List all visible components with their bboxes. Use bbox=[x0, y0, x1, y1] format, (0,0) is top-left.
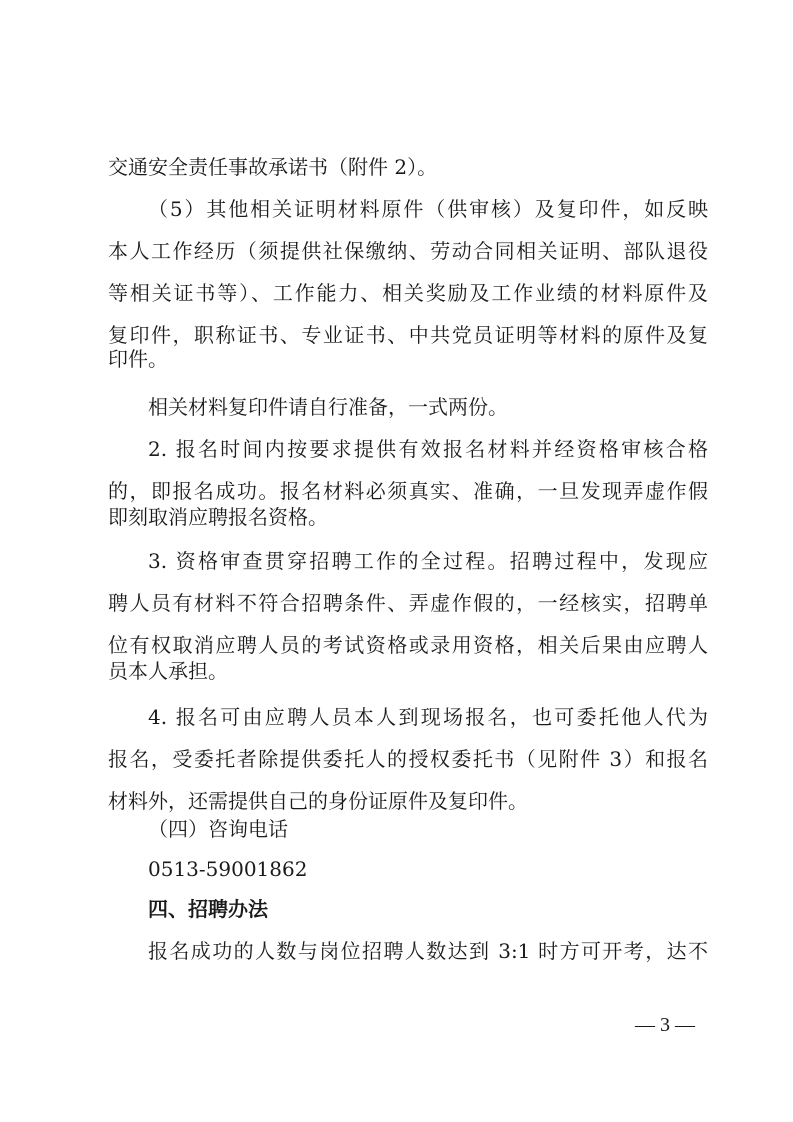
text-line: 2. 报名时间内按要求提供有效报名材料并经资格审核合格 bbox=[148, 437, 708, 461]
text-line: 员本人承担。 bbox=[108, 659, 228, 683]
text-line: 4. 报名可由应聘人员本人到现场报名，也可委托他人代为 bbox=[148, 705, 708, 729]
text-line: 材料外，还需提供自己的身份证原件及复印件。 bbox=[108, 789, 528, 813]
text-line: 相关材料复印件请自行准备，一式两份。 bbox=[148, 395, 508, 419]
text-line: 即刻取消应聘报名资格。 bbox=[108, 505, 328, 529]
text-line: 位有权取消应聘人员的考试资格或录用资格，相关后果由应聘人 bbox=[108, 633, 708, 657]
text-line: 交通安全责任事故承诺书（附件 2）。 bbox=[108, 155, 438, 179]
text-line: 印件。 bbox=[108, 347, 168, 371]
phone-number: 0513-59001862 bbox=[148, 857, 308, 881]
text-line: 聘人员有材料不符合招聘条件、弄虚作假的，一经核实，招聘单 bbox=[108, 591, 708, 615]
section-heading: （四）咨询电话 bbox=[148, 817, 288, 841]
text-line: 本人工作经历（须提供社保缴纳、劳动合同相关证明、部队退役 bbox=[108, 239, 708, 263]
text-line: 复印件，职称证书、专业证书、中共党员证明等材料的原件及复 bbox=[108, 323, 708, 347]
text-line: 报名，受委托者除提供委托人的授权委托书（见附件 3）和报名 bbox=[108, 747, 708, 771]
text-line: 3. 资格审查贯穿招聘工作的全过程。招聘过程中，发现应 bbox=[148, 549, 708, 573]
text-line: （5）其他相关证明材料原件（供审核）及复印件，如反映 bbox=[148, 197, 708, 221]
text-line: 报名成功的人数与岗位招聘人数达到 3:1 时方可开考，达不 bbox=[148, 939, 708, 963]
text-line: 的，即报名成功。报名材料必须真实、准确，一旦发现弄虚作假 bbox=[108, 479, 708, 503]
page-number: — 3 — bbox=[635, 1014, 695, 1036]
section-heading: 四、招聘办法 bbox=[148, 897, 268, 921]
text-line: 等相关证书等）、工作能力、相关奖励及工作业绩的材料原件及 bbox=[108, 281, 708, 305]
